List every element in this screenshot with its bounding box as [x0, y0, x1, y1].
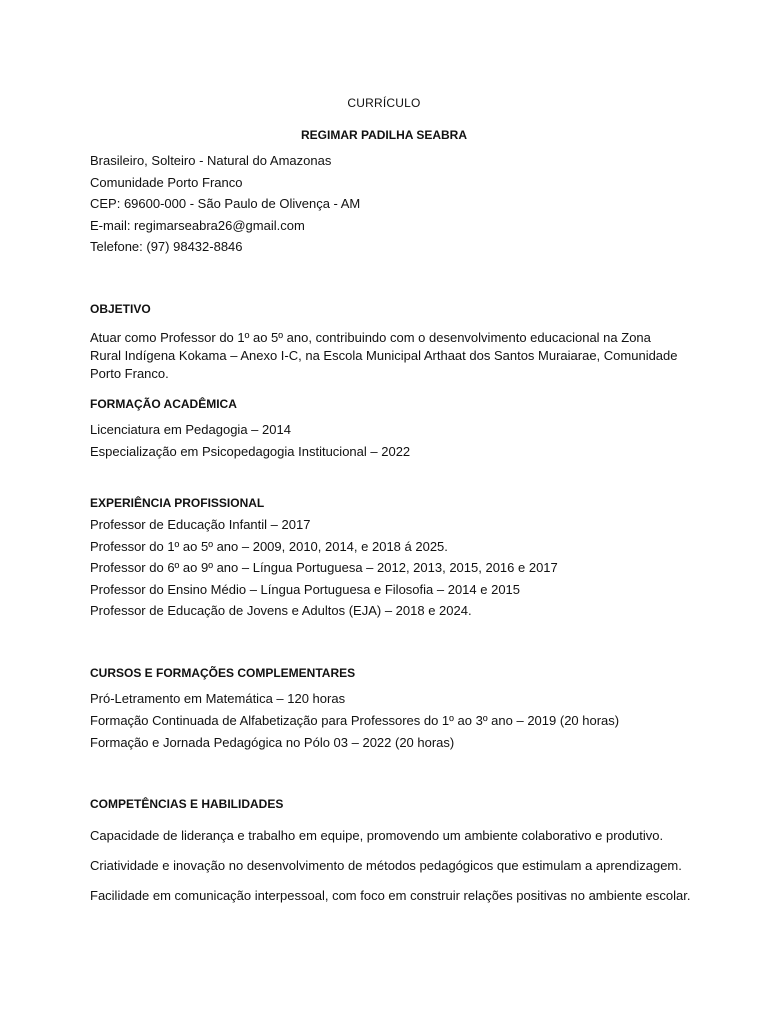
list-item: Pró-Letramento em Matemática – 120 horas — [90, 691, 346, 706]
objective-section — [90, 300, 151, 318]
list-item: Capacidade de liderança e trabalho em equipe, promovendo um ambiente colaborativo e produtivo. — [90, 828, 664, 843]
list-item: Professor de Educação Infantil – 2017 — [90, 517, 311, 532]
list-item: Licenciatura em Pedagogia – 2014 — [90, 422, 291, 437]
education-list — [90, 421, 410, 461]
contact-line: Comunidade Porto Franco — [90, 174, 243, 190]
skills-list — [90, 827, 690, 905]
list-item: Professor do 1º ao 5º ano – 2009, 2010, 2014, e 2018 á 2025. — [90, 538, 448, 554]
experience-list — [90, 516, 558, 620]
list-item: Especialização em Psicopedagogia Institucional – 2022 — [90, 444, 411, 459]
list-item: Professor do Ensino Médio – Língua Portuguesa e Filosofia – 2014 e 2015 — [90, 581, 521, 597]
contact-line: CEP: 69600-000 - São Paulo de Olivença - AM — [90, 196, 361, 211]
skills-section — [90, 795, 283, 813]
objective-heading: OBJETIVO — [90, 302, 151, 316]
contact-line: Brasileiro, Solteiro - Natural do Amazonas — [90, 153, 332, 168]
contact-email: E-mail: regimarseabra26@gmail.com — [90, 217, 305, 233]
list-item: Professor do 6º ao 9º ano – Língua Portuguesa – 2012, 2013, 2015, 2016 e 2017 — [90, 560, 558, 575]
courses-section — [90, 664, 355, 682]
courses-list — [90, 690, 619, 752]
list-item: Professor de Educação de Jovens e Adultos (EJA) – 2018 e 2024. — [90, 603, 472, 618]
education-heading: FORMAÇÃO ACADÊMICA — [90, 397, 237, 411]
objective-body — [90, 329, 680, 383]
document-title: CURRÍCULO — [347, 96, 421, 110]
experience-section — [90, 494, 264, 512]
experience-heading: EXPERIÊNCIA PROFISSIONAL — [90, 496, 265, 510]
candidate-name: REGIMAR PADILHA SEABRA — [300, 128, 467, 142]
courses-heading: CURSOS E FORMAÇÕES COMPLEMENTARES — [90, 666, 356, 680]
objective-text: Atuar como Professor do 1º ao 5º ano, contribuindo com o desenvolvimento educacional na Zona Rural Indígena Kokama – Anexo I-C, na Escola Municipal Arthaat dos Santos Muraiarae, Comunidade Porto Franco. — [90, 330, 678, 381]
list-item: Criatividade e inovação no desenvolvimento de métodos pedagógicos que estimulam a aprendizagem. — [90, 858, 682, 873]
list-item: Facilidade em comunicação interpessoal, com foco em construir relações positivas no ambiente escolar. — [90, 888, 691, 903]
list-item: Formação Continuada de Alfabetização para Professores do 1º ao 3º ano – 2019 (20 horas) — [90, 713, 620, 728]
contact-phone: Telefone: (97) 98432-8846 — [90, 239, 243, 254]
list-item: Formação e Jornada Pedagógica no Pólo 03 – 2022 (20 horas) — [90, 735, 455, 750]
contact-block — [90, 152, 360, 260]
education-section — [90, 395, 237, 413]
skills-heading: COMPETÊNCIAS E HABILIDADES — [90, 797, 284, 811]
